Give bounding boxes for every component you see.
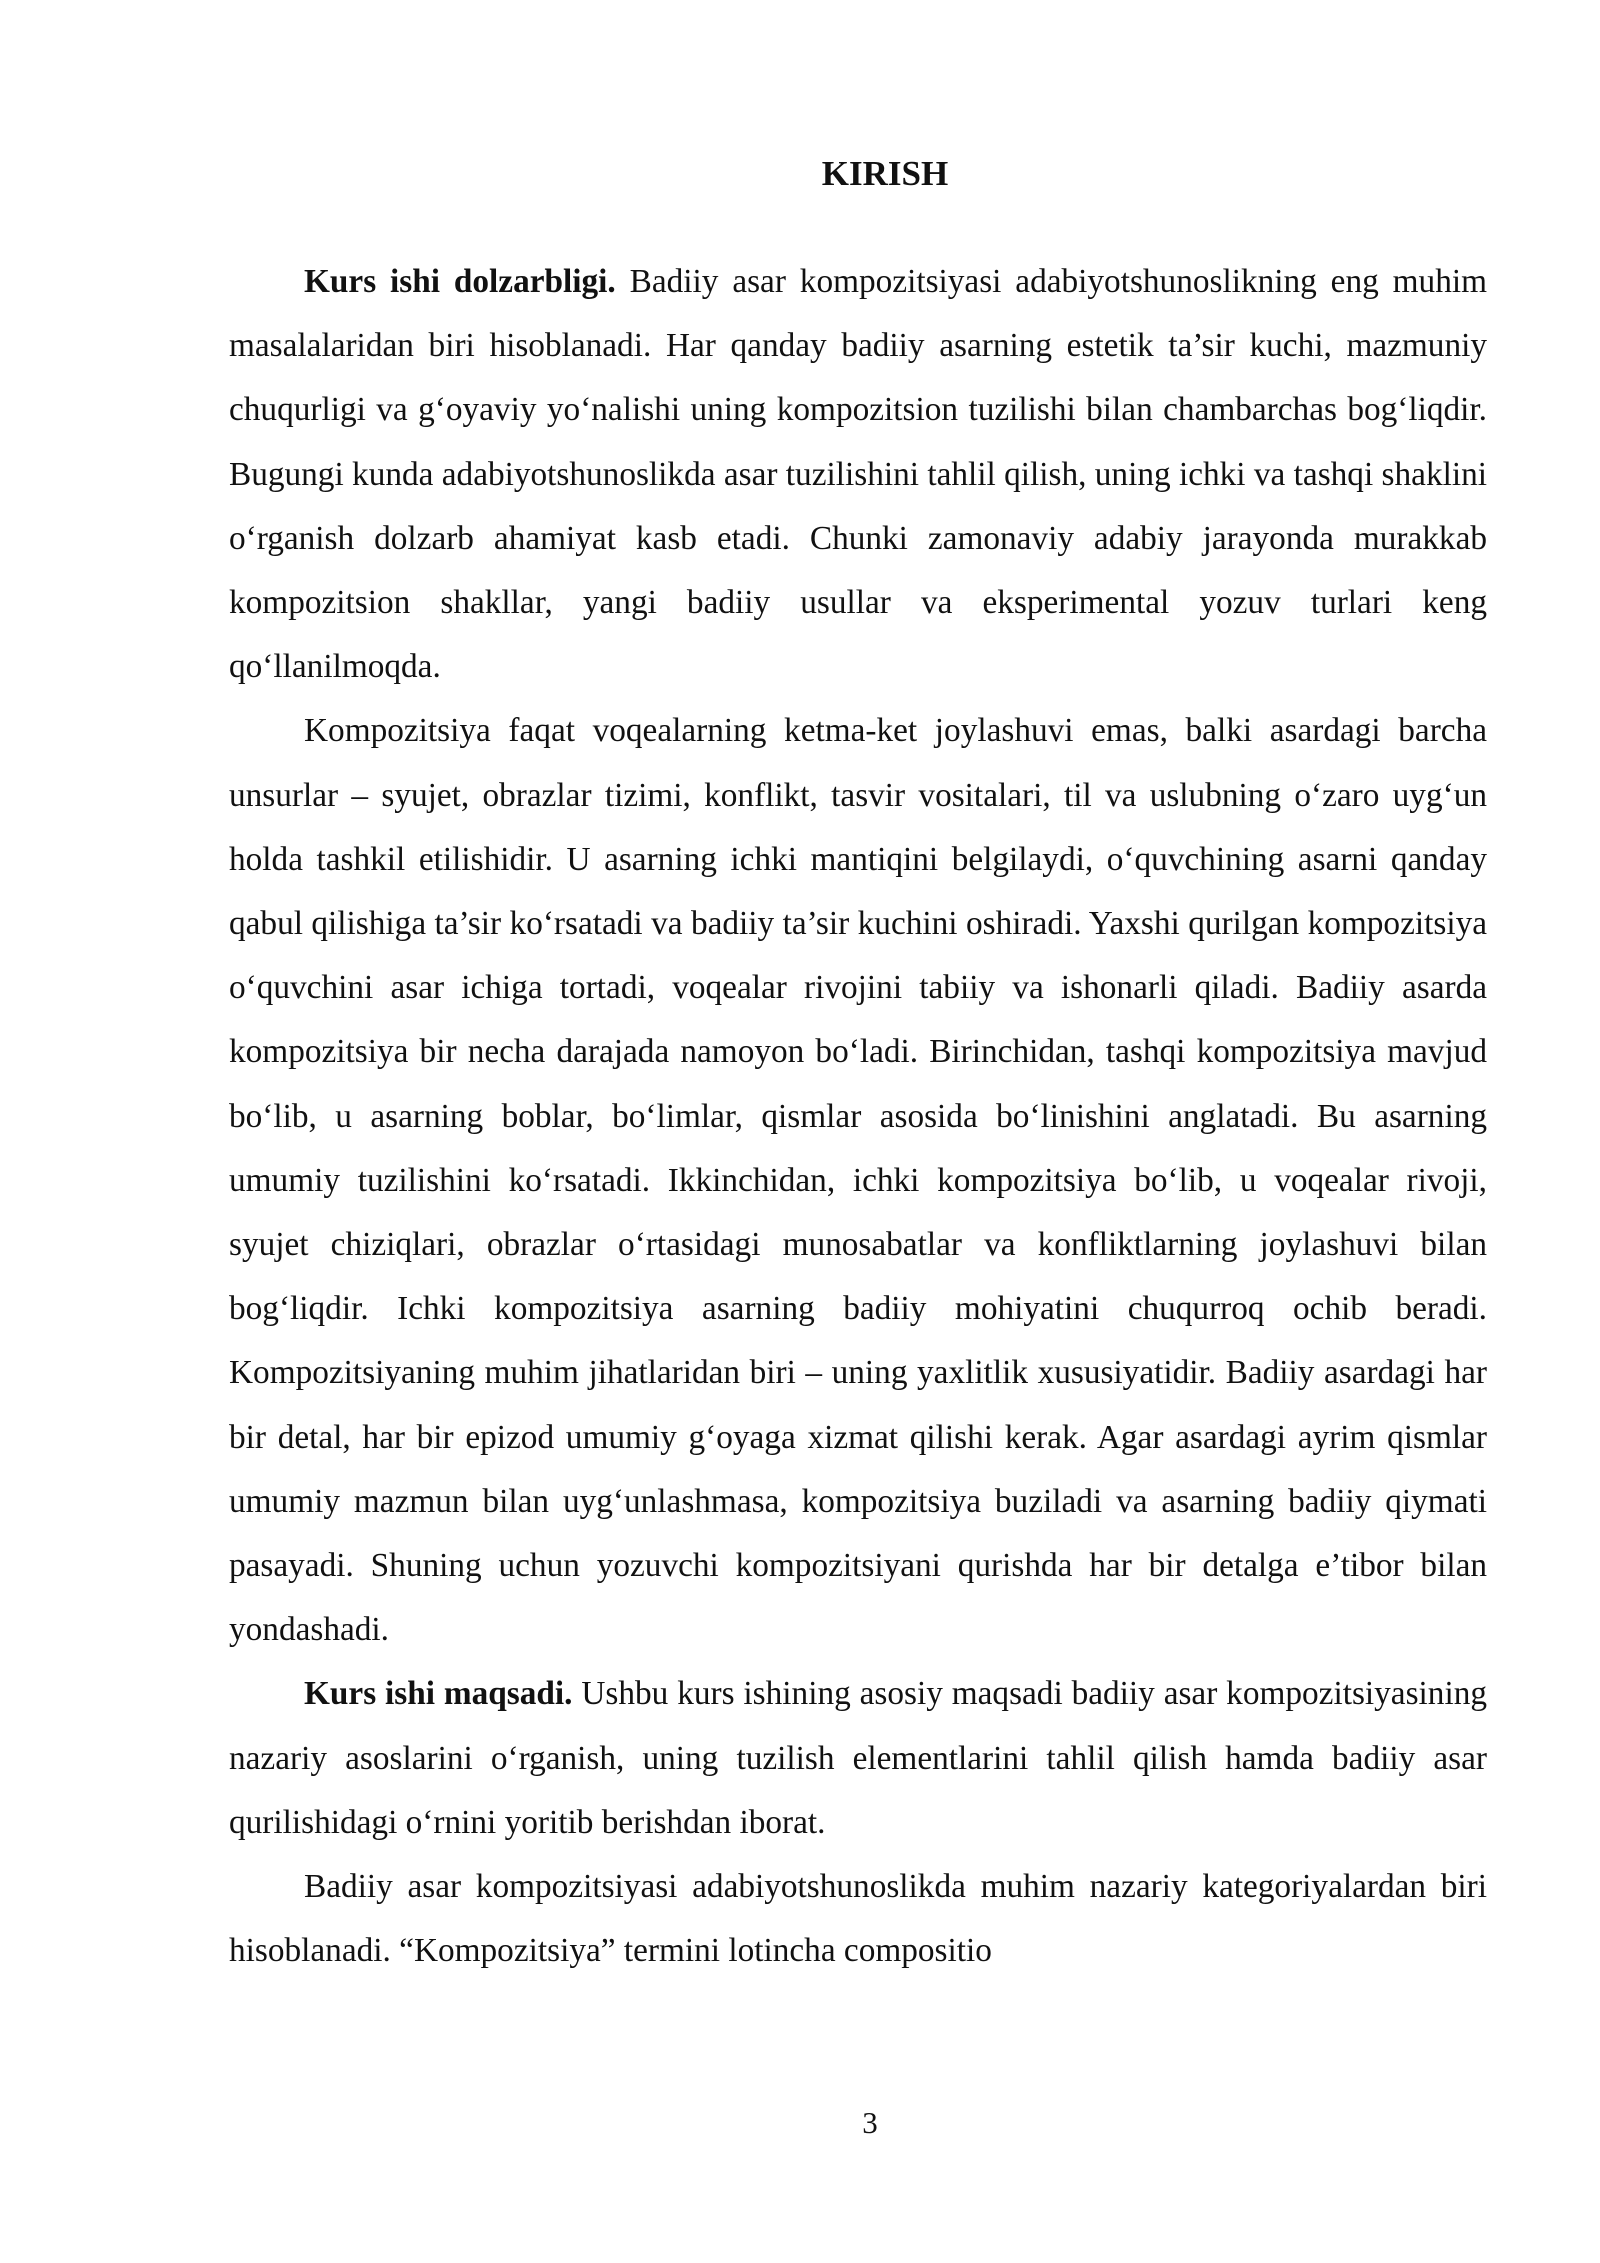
document-body <box>229 250 1487 1983</box>
paragraph-category <box>229 1855 1487 1983</box>
paragraph-lead: Kurs ishi dolzarbligi. <box>304 263 616 300</box>
paragraph-text: Ushbu kurs ishining asosiy maqsadi badiiy asar kompozitsiyasining nazariy asoslarini o‘rganish, uning tuzilish elementlarini tahlil qilish hamda badiiy asar qurilishidagi o‘rnini yoritib berishdan iborat. <box>229 1675 1487 1841</box>
paragraph-lead: Kurs ishi maqsadi. <box>304 1675 573 1713</box>
paragraph-relevance <box>229 250 1487 699</box>
paragraph-text: Badiiy asar kompozitsiyasi adabiyotshunoslikning eng muhim masalalaridan biri hisoblanadi. Har qanday badiiy asarning estetik ta’sir kuchi, mazmuniy chuqurligi va g‘oyaviy yo‘nalishi uning kompozitsion tuzilishi bilan chambarchas bog‘liqdir. Bugungi kunda adabiyotshunoslikda asar tuzilishini tahlil qilish, uning ichki va tashqi shaklini o‘rganish dolzarb ahamiyat kasb etadi. Chunki zamonaviy adabiy jarayonda murakkab kompozitsion shakllar, yangi badiiy usullar va eksperimental yozuv turlari keng qo‘llanilmoqda. <box>229 263 1487 686</box>
page-number: 3 <box>862 2105 878 2140</box>
paragraph-composition <box>229 699 1487 1662</box>
page-title: KIRISH <box>821 154 949 193</box>
paragraph-text: Badiiy asar kompozitsiyasi adabiyotshunoslikda muhim nazariy kategoriyalardan biri hisoblanadi. “Kompozitsiya” termini lotincha compositio <box>229 1868 1487 1970</box>
paragraph-goal <box>229 1662 1487 1855</box>
paragraph-text: Kompozitsiya faqat voqealarning ketma-ket joylashuvi emas, balki asardagi barcha unsurlar – syujet, obrazlar tizimi, konflikt, tasvir vositalari, til va uslubning o‘zaro uyg‘un holda tashkil etilishidir. U asarning ichki mantiqini belgilaydi, o‘quvchining asarni qanday qabul qilishiga ta’sir ko‘rsatadi va badiiy ta’sir kuchini oshiradi. Yaxshi qurilgan kompozitsiya o‘quvchini asar ichiga tortadi, voqealar rivojini tabiiy va ishonarli qiladi. Badiiy asarda kompozitsiya bir necha darajada namoyon bo‘ladi. Birinchidan, tashqi kompozitsiya mavjud bo‘lib, u asarning boblar, bo‘limlar, qismlar asosida bo‘linishini anglatadi. Bu asarning umumiy tuzilishini ko‘rsatadi. Ikkinchidan, ichki kompozitsiya bo‘lib, u voqealar rivoji, syujet chiziqlari, obrazlar o‘rtasidagi munosabatlar va konfliktlarning joylashuvi bilan bog‘liqdir. Ichki kompozitsiya asarning badiiy mohiyatini chuqurroq ochib beradi. Kompozitsiyaning muhim jihatlaridan biri – uning yaxlitlik xususiyatidir. Badiiy asardagi har bir detal, har bir epizod umumiy g‘oyaga xizmat qilishi kerak. Agar asardagi ayrim qismlar umumiy mazmun bilan uyg‘unlashmasa, kompozitsiya buziladi va asarning badiiy qiymati pasayadi. Shuning uchun yozuvchi kompozitsiyani qurishda har bir detalga e’tibor bilan yondashadi. <box>229 712 1487 1649</box>
